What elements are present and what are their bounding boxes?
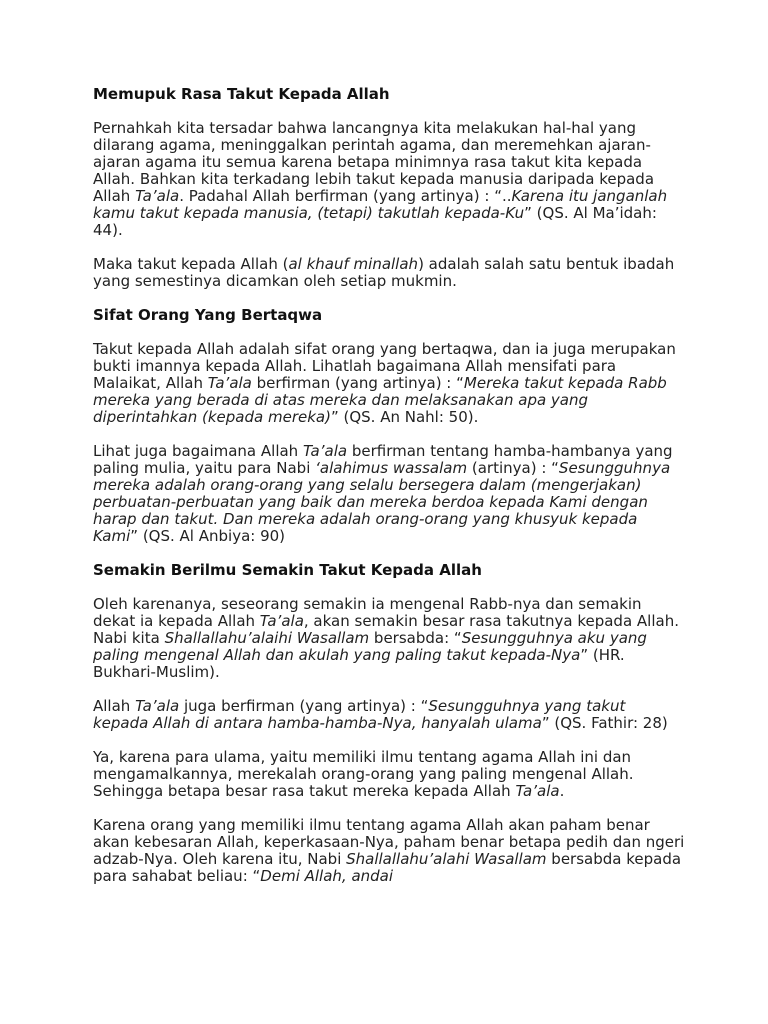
paragraph-4: Lihat juga bagaimana Allah Ta’ala berfirman tentang hamba-hambanya yang paling mulia, yaitu para Nabi ‘alahimus wassalam (artinya) : “Sesungguhnya mereka adalah orang-orang yang selalu bersegera dalam (mengerjakan) perbuatan-perbuatan yang baik dan mereka berdoa kepada Kami dengan harap dan takut. Dan mereka adalah orang-orang yang khusyuk kepada Kami” (QS. Al Anbiya: 90) xyxy=(93,442,673,545)
paragraph-1: Pernahkah kita tersadar bahwa lancangnya kita melakukan hal-hal yang dilarang agama, meninggalkan perintah agama, dan meremehkan ajaran-ajaran agama itu semua karena betapa minimnya rasa takut kita kepada Allah. Bahkan kita terkadang lebih takut kepada manusia daripada kepada Allah Ta’ala. Padahal Allah berfirman (yang artinya) : “..Karena itu janganlah kamu takut kepada manusia, (tetapi) takutlah kepada-Ku” (QS. Al Ma’idah: 44). xyxy=(93,119,668,239)
heading-sifat-orang-bertaqwa: Sifat Orang Yang Bertaqwa xyxy=(93,306,323,324)
heading-memupuk-rasa-takut: Memupuk Rasa Takut Kepada Allah xyxy=(93,85,390,103)
paragraph-8: Karena orang yang memiliki ilmu tentang agama Allah akan paham benar akan kebesaran Allah, keperkasaan-Nya, paham benar betapa pedih dan ngeri adzab-Nya. Oleh karena itu, Nabi Shallallahu’alahi Wasallam bersabda kepada para sahabat beliau: “Demi Allah, andai xyxy=(93,816,685,885)
paragraph-5: Oleh karenanya, seseorang semakin ia mengenal Rabb-nya dan semakin dekat ia kepada Allah Ta’ala, akan semakin besar rasa takutnya kepada Allah. Nabi kita Shallallahu’alaihi Wasallam bersabda: “Sesungguhnya aku yang paling mengenal Allah dan akulah yang paling takut kepada-Nya” (HR. Bukhari-Muslim). xyxy=(93,595,679,681)
paragraph-6: Allah Ta’ala juga berfirman (yang artinya) : “Sesungguhnya yang takut kepada Allah di antara hamba-hamba-Nya, hanyalah ulama” (QS. Fathir: 28) xyxy=(93,697,668,732)
document-page xyxy=(93,86,685,885)
paragraph-7: Ya, karena para ulama, yaitu memiliki ilmu tentang agama Allah ini dan mengamalkannya, merekalah orang-orang yang paling mengenal Allah. Sehingga betapa besar rasa takut mereka kepada Allah Ta’ala. xyxy=(93,748,634,800)
heading-semakin-berilmu: Semakin Berilmu Semakin Takut Kepada Allah xyxy=(93,561,482,579)
paragraph-3: Takut kepada Allah adalah sifat orang yang bertaqwa, dan ia juga merupakan bukti imannya kepada Allah. Lihatlah bagaimana Allah mensifati para Malaikat, Allah Ta’ala berfirman (yang artinya) : “Mereka takut kepada Rabb mereka yang berada di atas mereka dan melaksanakan apa yang diperintahkan (kepada mereka)” (QS. An Nahl: 50). xyxy=(93,340,676,426)
paragraph-2: Maka takut kepada Allah (al khauf minallah) adalah salah satu bentuk ibadah yang semestinya dicamkan oleh setiap mukmin. xyxy=(93,255,675,290)
